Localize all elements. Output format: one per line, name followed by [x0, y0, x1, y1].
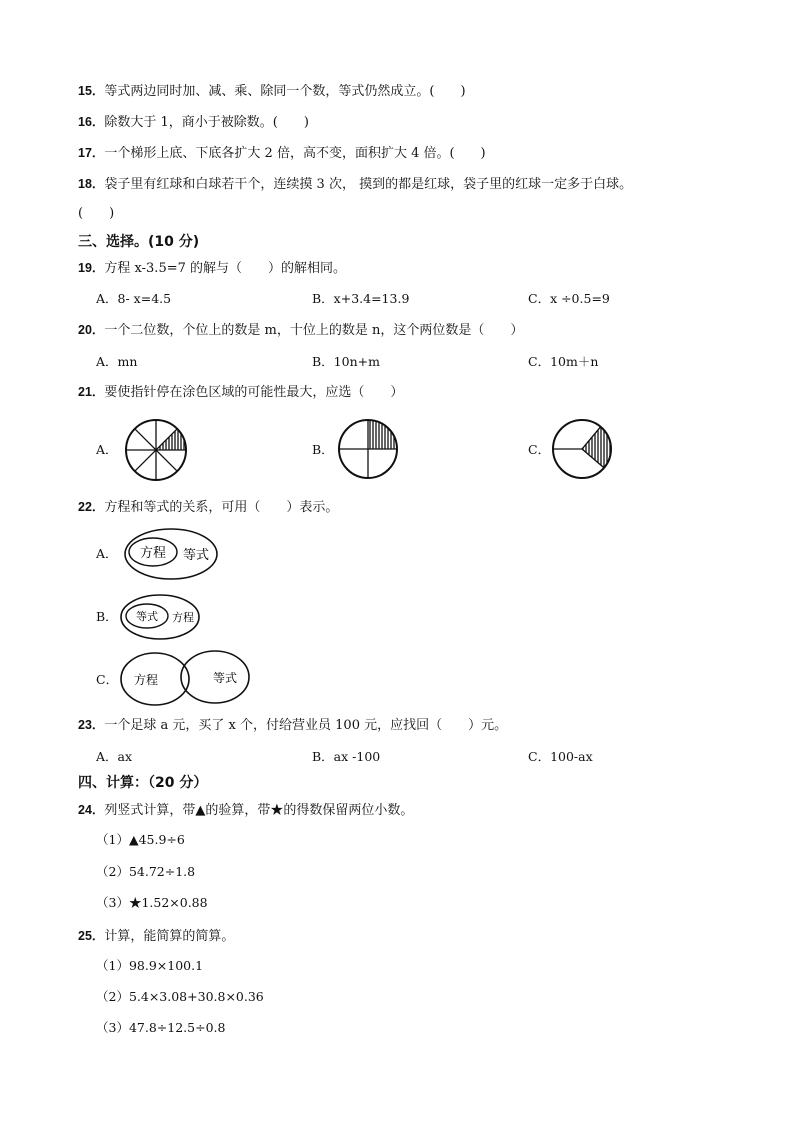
question-text: 列竖式计算，带▲的验算，带★的得数保留两位小数。	[104, 803, 414, 818]
spinner-b	[339, 420, 397, 478]
label-equality: 等式	[212, 671, 238, 685]
question-16	[78, 113, 309, 132]
question-24	[78, 801, 413, 820]
question-number: 16．	[78, 115, 105, 129]
question-text: 一个二位数，个位上的数是 m，十位上的数是 n，这个两位数是（ ）	[104, 323, 524, 338]
option-b: B．ax -100	[312, 749, 381, 764]
calc-item: （1）▲45.9÷6	[96, 832, 185, 847]
calc-item: （3）★1.52×0.88	[96, 895, 208, 910]
question-text: 除数大于 1，商小于被除数。( )	[104, 115, 309, 130]
label-equation: 方程	[172, 611, 194, 624]
question-23	[78, 716, 507, 735]
question-number: 21．	[78, 385, 105, 399]
option-b: B．	[312, 442, 334, 457]
question-number: 18．	[78, 177, 105, 191]
calc-item: （1）98.9×100.1	[96, 958, 204, 973]
option-a: A．mn	[96, 354, 138, 369]
option-c: C．100-ax	[528, 749, 593, 764]
section-title: 四、计算：（20 分）	[78, 775, 208, 791]
question-21	[78, 383, 403, 402]
question-15	[78, 82, 466, 101]
question-number: 15．	[78, 84, 105, 98]
question-number: 24．	[78, 803, 105, 817]
question-22	[78, 498, 338, 517]
question-text: 计算，能简算的简算。	[104, 929, 235, 944]
question-number: 25．	[78, 929, 105, 943]
question-number: 22．	[78, 500, 105, 514]
label-equality: 等式	[136, 610, 158, 623]
question-number: 17．	[78, 146, 105, 160]
question-number: 23．	[78, 718, 105, 732]
question-25	[78, 927, 234, 946]
venn-b	[121, 595, 199, 639]
option-c: C．x ÷0.5=9	[528, 291, 610, 306]
spinner-c	[553, 420, 611, 478]
question-text: 等式两边同时加、减、乘、除同一个数，等式仍然成立。( )	[104, 84, 466, 99]
option-b: B．x+3.4=13.9	[312, 291, 410, 306]
venn-c	[121, 651, 249, 705]
label-equation: 方程	[133, 673, 159, 687]
spinner-a	[126, 420, 186, 480]
answer-paren: ( )	[78, 206, 115, 221]
option-a: A．8- x=4.5	[96, 291, 172, 306]
question-text: 方程 x-3.5=7 的解与（ ）的解相同。	[104, 261, 347, 276]
question-number: 19．	[78, 261, 105, 275]
option-a: A．ax	[96, 749, 133, 764]
section-title: 三、选择。(10 分)	[78, 234, 200, 250]
calc-item: （3）47.8÷12.5÷0.8	[96, 1020, 226, 1035]
question-17	[78, 144, 486, 163]
question-text: 方程和等式的关系，可用（ ）表示。	[104, 500, 339, 515]
question-text: 要使指针停在涂色区域的可能性最大，应选（ ）	[104, 385, 404, 400]
option-a: A．	[96, 546, 118, 561]
option-c: C．10m＋n	[528, 354, 599, 369]
question-18	[78, 175, 632, 194]
calc-item: （2）54.72÷1.8	[96, 864, 196, 879]
label-equation: 方程	[139, 546, 167, 561]
question-number: 20．	[78, 323, 105, 337]
question-text: 袋子里有红球和白球若干个，连续摸 3 次， 摸到的都是红球，袋子里的红球一定多于白球。	[104, 177, 633, 192]
question-text: 一个梯形上底、下底各扩大 2 倍，高不变，面积扩大 4 倍。( )	[104, 146, 486, 161]
label-equality: 等式	[182, 548, 210, 563]
option-c: C．	[528, 442, 551, 457]
question-20	[78, 321, 523, 340]
option-b: B．10n+m	[312, 354, 380, 369]
option-b: B．	[96, 609, 118, 624]
option-a: A．	[96, 442, 118, 457]
calc-item: （2）5.4×3.08+30.8×0.36	[96, 989, 264, 1004]
question-19	[78, 259, 346, 278]
venn-a	[125, 529, 217, 579]
option-c: C．	[96, 672, 119, 687]
question-text: 一个足球 a 元，买了 x 个，付给营业员 100 元，应找回（ ）元。	[104, 718, 508, 733]
